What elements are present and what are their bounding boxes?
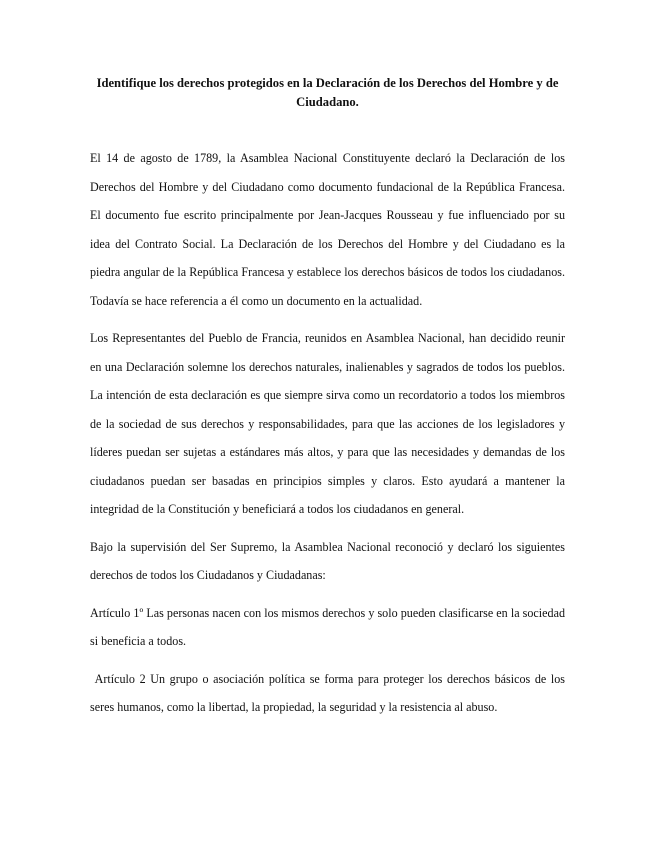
paragraph-article-1: Artículo 1º Las personas nacen con los mismos derechos y solo pueden clasificarse en la sociedad si beneficia a todos. (90, 605, 565, 648)
document-title: Identifique los derechos protegidos en la Declaración de los Derechos del Hombre y de Ciudadano. (96, 76, 559, 109)
document-body (90, 144, 569, 731)
paragraph-representatives: Los Representantes del Pueblo de Francia, reunidos en Asamblea Nacional, han decidido reunir en una Declaración solemne los derechos naturales, inalienables y sagrados de todos los pueblos. La intención de esta declaración es que siempre sirva como un recordatorio a todos los miembros de la sociedad de sus derechos y responsabilidades, para que las acciones de los legisladores y líderes puedan ser sujetas a estándares más altos, y para que las necesidades y demandas de los ciudadanos puedan ser basadas en principios simples y claros. Esto ayudará a mantener la integridad de la Constitución y beneficiará a todos los ciudadanos en general. (90, 331, 565, 516)
paragraph-supreme-being: Bajo la supervisión del Ser Supremo, la Asamblea Nacional reconoció y declaró los siguientes derechos de todos los Ciudadanos y Ciudadanas: (90, 539, 565, 582)
paragraph-article-2: Artículo 2 Un grupo o asociación política se forma para proteger los derechos básicos de los seres humanos, como la libertad, la propiedad, la seguridad y la resistencia al abuso. (90, 671, 569, 714)
paragraph-intro: El 14 de agosto de 1789, la Asamblea Nacional Constituyente declaró la Declaración de los Derechos del Hombre y del Ciudadano como documento fundacional de la República Francesa. El documento fue escrito principalmente por Jean-Jacques Rousseau y fue influenciado por su idea del Contrato Social. La Declaración de los Derechos del Hombre y del Ciudadano es la piedra angular de la República Francesa y establece los derechos básicos de todos los ciudadanos. Todavía se hace referencia a él como un documento en la actualidad. (90, 151, 565, 308)
